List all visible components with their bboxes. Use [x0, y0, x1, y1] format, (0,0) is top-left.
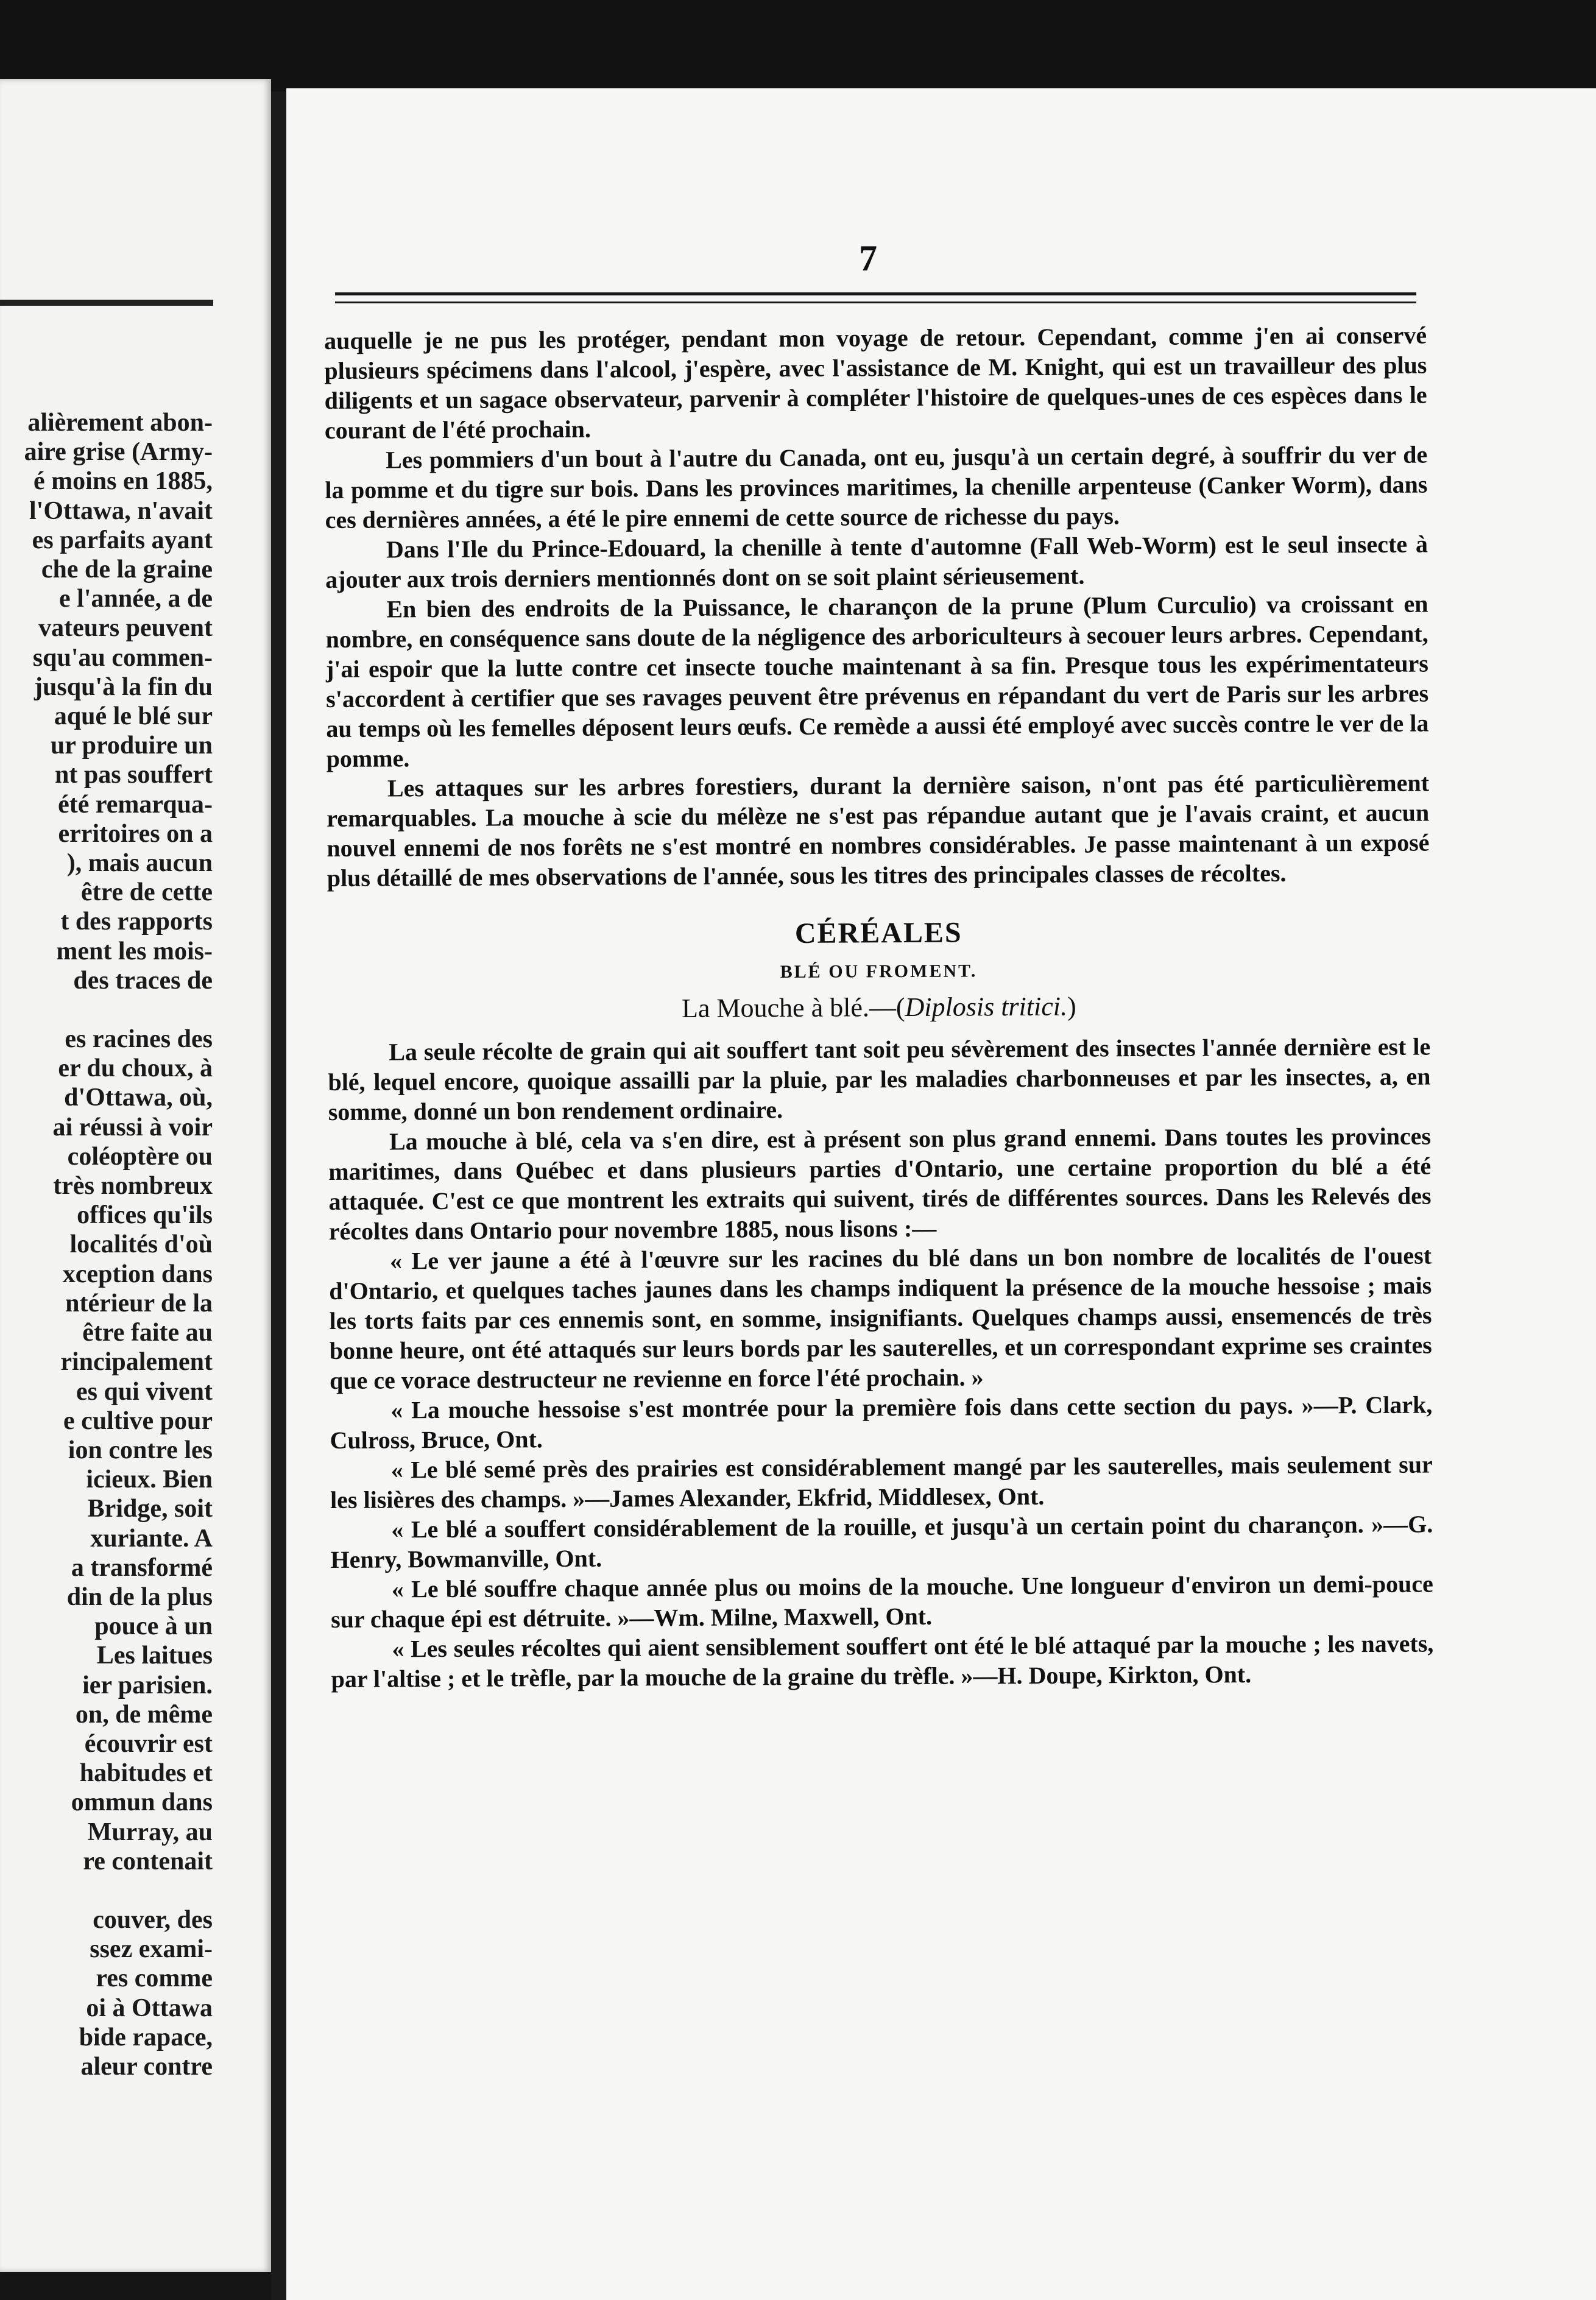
- left-page-line: oi à Ottawa: [86, 1994, 213, 2022]
- left-page-line: aire grise (Army-: [24, 438, 213, 467]
- left-page-line: être faite au: [82, 1319, 213, 1347]
- left-page-line: l'Ottawa, n'avait: [29, 496, 213, 525]
- left-page-line: xuriante. A: [90, 1524, 213, 1553]
- left-page-line: re contenait: [83, 1847, 213, 1875]
- left-page-line: din de la plus: [66, 1582, 213, 1611]
- left-page-line: bide rapace,: [79, 2023, 213, 2051]
- quotation: « Les seules récoltes qui aient sensiblement souffert ont été le blé attaqué par la mouche ; les navets, par l'altise ; et le trèfle, par la mouche de la graine du trèfle. »—H. Doupe, Kirkton, Ont.: [331, 1629, 1434, 1693]
- left-page-line: nt pas souffert: [55, 761, 213, 789]
- left-page-line: Murray, au: [87, 1818, 213, 1846]
- left-page-line: xception dans: [62, 1260, 213, 1288]
- left-page-line: on, de même: [75, 1700, 213, 1729]
- header-rule-thin: [335, 302, 1416, 303]
- left-page-line: ssez exami-: [90, 1935, 213, 1964]
- left-page-line: es qui vivent: [76, 1377, 213, 1406]
- subsection-heading: BLÉ OU FROMENT.: [780, 961, 978, 982]
- right-page: [286, 88, 1596, 2300]
- left-page-line: e l'année, a de: [59, 585, 213, 613]
- left-page-line: aleur contre: [80, 2052, 213, 2081]
- left-page-line: icieux. Bien: [86, 1466, 213, 1494]
- left-page-line: ai réussi à voir: [52, 1113, 213, 1141]
- left-page-line: Bridge, soit: [87, 1495, 213, 1523]
- left-page-line: couver, des: [93, 1905, 213, 1934]
- left-page-line: alièrement abon-: [27, 409, 213, 437]
- left-page-rule: [0, 300, 213, 306]
- left-page-line: pouce à un: [94, 1612, 213, 1641]
- left-page-line: habitudes et: [79, 1759, 213, 1788]
- left-page-line: es parfaits ayant: [32, 526, 213, 554]
- left-page-line: ur produire un: [50, 732, 213, 760]
- left-page-line: er du choux, à: [58, 1054, 213, 1083]
- left-page-line: écouvrir est: [84, 1729, 213, 1758]
- left-page-line: a transformé: [71, 1553, 213, 1582]
- header-rule-thick: [335, 292, 1416, 295]
- left-page-line: localités d'où: [69, 1230, 213, 1259]
- page-body: [324, 320, 1434, 1694]
- left-page-line: t des rapports: [60, 908, 213, 936]
- quotation: « La mouche hessoise s'est montrée pour la première fois dans cette section du pays. »—P. Clark, Culross, Bruce, Ont.: [330, 1391, 1433, 1454]
- left-page-line: très nombreux: [53, 1172, 213, 1201]
- quotation: « Le ver jaune a été à l'œuvre sur les racines du blé dans un bon nombre de localités de l'ouest d'Ontario, et quelques taches jaunes dans les champs indiquent la présence de la mouche hessoise ; mais les torts faits par ces ennemis sont, en somme, insignifiants. Quelques champs aussi, ensemencés de très bonne heure, ont été attaqués sur leurs bords par les sauterelles, et un correspondant exprime ses craintes que ce vorace destructeur ne revienne en force l'été prochain. »: [329, 1241, 1432, 1394]
- paragraph: Les attaques sur les arbres forestiers, durant la dernière saison, n'ont pas été particulièrement remarquables. La mouche à scie du mélèze ne s'est pas répandue autant que je l'avais craint, et aucun nouvel ennemi de nos forêts ne s'est montré en nombres considérables. Je passe maintenant à un exposé plus détaillé de mes observations de l'année, sous les titres des principales classes de récoltes.: [327, 769, 1430, 892]
- page-number: 7: [859, 238, 877, 278]
- species-heading: [328, 990, 1430, 1025]
- left-page-line: jusqu'à la fin du: [34, 672, 213, 701]
- left-page-line: été remarqua-: [58, 790, 213, 819]
- left-page-line: ion contre les: [68, 1436, 213, 1464]
- left-page-line: rincipalement: [60, 1348, 213, 1377]
- left-page-line: être de cette: [80, 878, 213, 907]
- species-common-name: La Mouche à blé.—(: [681, 992, 905, 1023]
- left-page-line: ), mais aucun: [66, 849, 213, 878]
- left-page-line: es racines des: [65, 1025, 213, 1054]
- left-page-line: offices qu'ils: [77, 1201, 213, 1230]
- paragraph: La seule récolte de grain qui ait souffert tant soit peu sévèrement des insectes l'année dernière est le blé, lequel encore, quoique assailli par la pluie, par les maladies charbonneuses et par les insectes, a, en somme, donné un bon rendement ordinaire.: [328, 1032, 1431, 1126]
- left-page-line: ment les mois-: [56, 937, 213, 965]
- left-page-line: res comme: [96, 1964, 213, 1993]
- left-page-line: des traces de: [73, 966, 213, 995]
- quotation: « Le blé semé près des prairies est considérablement mangé par les sauterelles, mais seulement sur les lisières des champs. »—James Alexander, Ekfrid, Middlesex, Ont.: [330, 1450, 1433, 1514]
- species-heading-close: ): [1067, 991, 1076, 1021]
- paragraph: La mouche à blé, cela va s'en dire, est à présent son plus grand ennemi. Dans toutes les provinces maritimes, dans Québec et dans plusieurs parties d'Ontario, une certaine proportion du blé a été attaquée. C'est ce que montrent les extraits qui suivent, tirés de différentes sources. Dans les Relevés des récoltes dans Ontario pour novembre 1885, nous lisons :—: [328, 1122, 1432, 1245]
- paragraph: Dans l'Ile du Prince-Edouard, la chenille à tente d'automne (Fall Web-Worm) est le seul insecte à ajouter aux trois derniers mentionnés dont on se soit plaint sérieusement.: [325, 530, 1428, 593]
- left-page-line: é moins en 1885,: [34, 467, 213, 496]
- quotation: « Le blé a souffert considérablement de la rouille, et jusqu'à un certain point du charançon. »—G. Henry, Bowmanville, Ont.: [330, 1510, 1433, 1573]
- paragraph: auquelle je ne pus les protéger, pendant mon voyage de retour. Cependant, comme j'en ai conservé plusieurs spécimens dans l'alcool, j'espère, avec l'assistance de M. Knight, qui est un travailleur des plus diligents et un sagace observateur, parvenir à compléter l'histoire de quelques-unes de ces espèces dans le courant de l'été prochain.: [324, 321, 1427, 444]
- left-page-line: e cultive pour: [63, 1406, 213, 1435]
- left-page-text: [24, 408, 213, 2081]
- left-page-line: squ'au commen-: [32, 643, 213, 672]
- left-page-line: ommun dans: [71, 1788, 213, 1817]
- left-page-line: ntérieur de la: [65, 1289, 213, 1318]
- left-page-line: Les laitues: [96, 1642, 213, 1670]
- paragraph: Les pommiers d'un bout à l'autre du Canada, ont eu, jusqu'à un certain degré, à souffrir du ver de la pomme et du tigre sur bois. Dans les provinces maritimes, la chenille arpenteuse (Canker Worm), dans ces dernières années, a été le pire ennemi de cette source de richesse du pays.: [325, 440, 1428, 534]
- left-page-line: erritoires on a: [58, 819, 213, 848]
- left-page-line: ier parisien.: [82, 1671, 213, 1699]
- left-page-line: aqué le blé sur: [54, 702, 213, 731]
- left-page-gap: [24, 995, 213, 1025]
- paragraph: En bien des endroits de la Puissance, le charançon de la prune (Plum Curculio) va croissant en nombre, en conséquence sans doute de la négligence des arboriculteurs à secouer leurs arbres. Cependant, j'ai espoir que la lutte contre cet insecte touche maintenant à sa fin. Presque tous les expérimentateurs s'accordent à certifier que ses ravages peuvent être prévenus en répandant du vert de Paris sur les arbres au temps où les femelles déposent leurs œufs. Ce remède a aussi été employé avec succès contre le ver de la pomme.: [325, 590, 1429, 772]
- species-latin-name: Diplosis tritici.: [905, 991, 1068, 1023]
- quotation: « Le blé souffre chaque année plus ou moins de la mouche. Une longueur d'environ un demi-pouce sur chaque épi est détruite. »—Wm. Milne, Maxwell, Ont.: [331, 1570, 1433, 1633]
- section-heading: CÉRÉALES: [794, 916, 962, 950]
- left-page-line: vateurs peuvent: [38, 614, 213, 643]
- left-page-line: che de la graine: [41, 556, 213, 584]
- left-facing-page: [0, 79, 271, 2272]
- left-page-gap: [24, 1876, 213, 1905]
- left-page-line: d'Ottawa, où,: [64, 1084, 213, 1112]
- left-page-line: coléoptère ou: [67, 1142, 213, 1171]
